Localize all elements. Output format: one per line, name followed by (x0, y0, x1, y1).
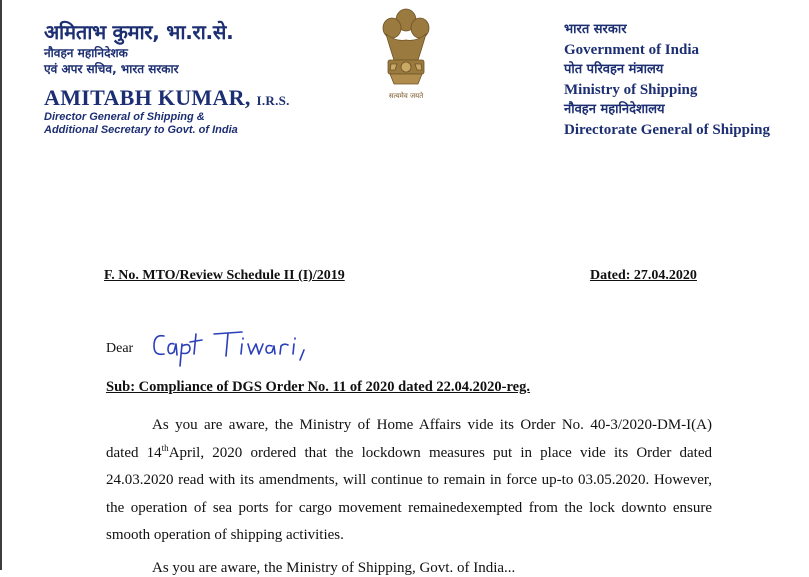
body-paragraph-2-start: As you are aware, the Ministry of Shipping, Govt. of India... (152, 560, 516, 576)
org-line-ministry-english: Ministry of Shipping (564, 82, 698, 98)
scan-edge (0, 0, 2, 570)
officer-name-hindi: अमिताभ कुमार, भा.रा.से. (44, 20, 234, 44)
officer-name-english (44, 85, 290, 111)
org-line-dg-english: Directorate General of Shipping (564, 122, 770, 138)
organisation-block (564, 20, 770, 140)
org-line-govt-english: Government of India (564, 42, 699, 58)
emblem-motto: सत्यमेव जयते (388, 92, 424, 100)
officer-title-hindi-1: नौवहन महानिदेशक (44, 46, 128, 60)
officer-name-en-text: AMITABH KUMAR, (44, 85, 251, 110)
salutation: Dear (106, 341, 134, 356)
officer-title-english-2: Additional Secretary to Govt. of India (44, 124, 238, 136)
para1-part-b: April, 2020 ordered that the lockdown measures put in place vide its Order dated 24.03.2020 read with its amendments, will continue to remain in force up-to 03.05.2020. However, the operation of sea ports for cargo movement remainedexempted from the lock downto ensure smooth operation of shipping activities. (106, 444, 712, 543)
officer-title-english-1: Director General of Shipping & (44, 111, 205, 123)
file-number: F. No. MTO/Review Schedule II (I)/2019 (104, 268, 345, 283)
ordinal-suffix: th (161, 442, 169, 453)
body-paragraph-1 (106, 412, 712, 550)
officer-service: I.R.S. (256, 93, 290, 108)
letter-subject: Sub: Compliance of DGS Order No. 11 of 2020 dated 22.04.2020-reg. (106, 379, 530, 395)
handwritten-addressee (150, 322, 310, 368)
org-line-govt-hindi: भारत सरकार (564, 22, 627, 37)
org-line-ministry-hindi: पोत परिवहन मंत्रालय (564, 62, 664, 77)
officer-title-hindi-2: एवं अपर सचिव, भारत सरकार (44, 62, 179, 76)
officer-block (44, 18, 290, 137)
letter-date: Dated: 27.04.2020 (590, 268, 697, 283)
para1-part-a: As you are aware, the Ministry of Home Affairs vide its Order No. 40-3/2020-DM-I(A) dated 14 (106, 417, 712, 461)
org-line-dg-hindi: नौवहन महानिदेशालय (564, 102, 665, 117)
